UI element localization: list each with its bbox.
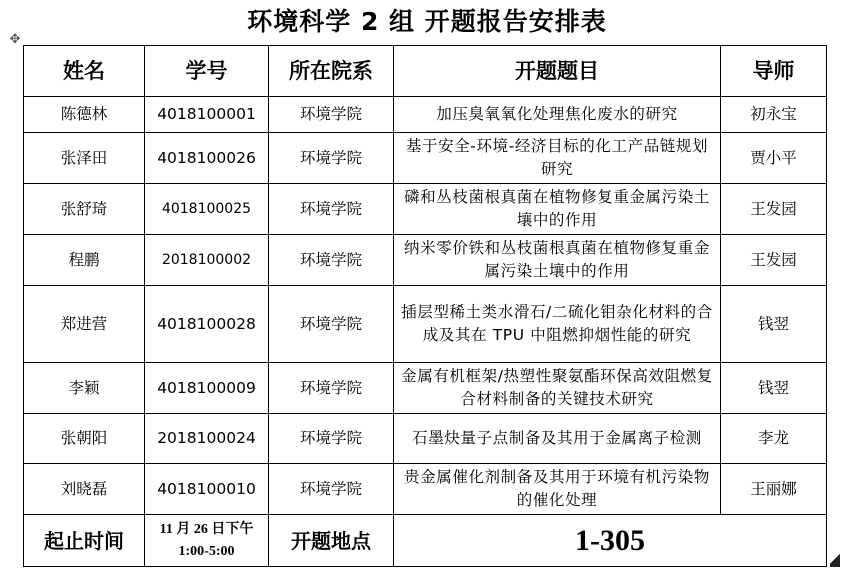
table-footer-row (24, 515, 827, 567)
cell-topic: 纳米零价铁和丛枝菌根真菌在植物修复重金属污染土壤中的作用 (394, 235, 721, 286)
cell-advisor: 李龙 (721, 414, 827, 464)
cell-topic: 基于安全-环境-经济目标的化工产品链规划研究 (394, 133, 721, 184)
cell-topic: 磷和丛枝菌根真菌在植物修复重金属污染土壤中的作用 (394, 184, 721, 235)
cell-name: 程鹏 (24, 235, 145, 286)
table-row (24, 363, 827, 414)
cell-name: 张朝阳 (24, 414, 145, 464)
cell-topic: 石墨炔量子点制备及其用于金属离子检测 (394, 414, 721, 464)
cell-id: 2018100002 (145, 235, 269, 286)
header-topic: 开题题目 (394, 46, 721, 97)
cell-topic: 加压臭氧氧化处理焦化废水的研究 (394, 97, 721, 133)
table-row (24, 414, 827, 464)
cell-advisor: 初永宝 (721, 97, 827, 133)
cell-name: 李颖 (24, 363, 145, 414)
table-row (24, 184, 827, 235)
cell-dept: 环境学院 (269, 133, 394, 184)
table-row (24, 133, 827, 184)
header-dept: 所在院系 (269, 46, 394, 97)
place-value: 1-305 (394, 515, 827, 567)
page-title: 环境科学 2 组 开题报告安排表 (247, 7, 607, 36)
time-value-hours: 1:00-5:00 (178, 543, 235, 559)
time-value (145, 515, 269, 567)
cell-dept: 环境学院 (269, 286, 394, 363)
cell-dept: 环境学院 (269, 414, 394, 464)
cell-name: 陈德林 (24, 97, 145, 133)
header-advisor: 导师 (721, 46, 827, 97)
cell-advisor: 钱翌 (721, 286, 827, 363)
cell-topic: 插层型稀土类水滑石/二硫化钼杂化材料的合成及其在 TPU 中阻燃抑烟性能的研究 (394, 286, 721, 363)
table-row (24, 464, 827, 515)
cell-id: 4018100025 (145, 184, 269, 235)
cell-name: 刘晓磊 (24, 464, 145, 515)
time-value-date: 11 月 26 日下午 (159, 521, 254, 537)
cell-name: 郑进营 (24, 286, 145, 363)
header-id: 学号 (145, 46, 269, 97)
cell-id: 4018100026 (145, 133, 269, 184)
cell-dept: 环境学院 (269, 235, 394, 286)
cell-topic: 金属有机框架/热塑性聚氨酯环保高效阻燃复合材料制备的关键技术研究 (394, 363, 721, 414)
cell-id: 2018100024 (145, 414, 269, 464)
cell-advisor: 王丽娜 (721, 464, 827, 515)
cell-name: 张泽田 (24, 133, 145, 184)
time-label: 起止时间 (24, 515, 145, 567)
header-name: 姓名 (24, 46, 145, 97)
cell-id: 4018100009 (145, 363, 269, 414)
schedule-table (23, 45, 827, 567)
cell-dept: 环境学院 (269, 184, 394, 235)
cell-id: 4018100028 (145, 286, 269, 363)
cell-advisor: 王发园 (721, 235, 827, 286)
cell-dept: 环境学院 (269, 464, 394, 515)
table-row (24, 286, 827, 363)
place-label: 开题地点 (269, 515, 394, 567)
cell-id: 4018100010 (145, 464, 269, 515)
cell-name: 张舒琦 (24, 184, 145, 235)
cell-topic: 贵金属催化剂制备及其用于环境有机污染物的催化处理 (394, 464, 721, 515)
cell-dept: 环境学院 (269, 97, 394, 133)
cell-advisor: 钱翌 (721, 363, 827, 414)
cell-advisor: 王发园 (721, 184, 827, 235)
table-row (24, 97, 827, 133)
cell-advisor: 贾小平 (721, 133, 827, 184)
cell-id: 4018100001 (145, 97, 269, 133)
table-row (24, 235, 827, 286)
resize-handle-icon[interactable] (830, 551, 840, 567)
table-header-row (24, 46, 827, 97)
table-move-handle-icon[interactable]: ✥ (9, 32, 21, 47)
cell-dept: 环境学院 (269, 363, 394, 414)
